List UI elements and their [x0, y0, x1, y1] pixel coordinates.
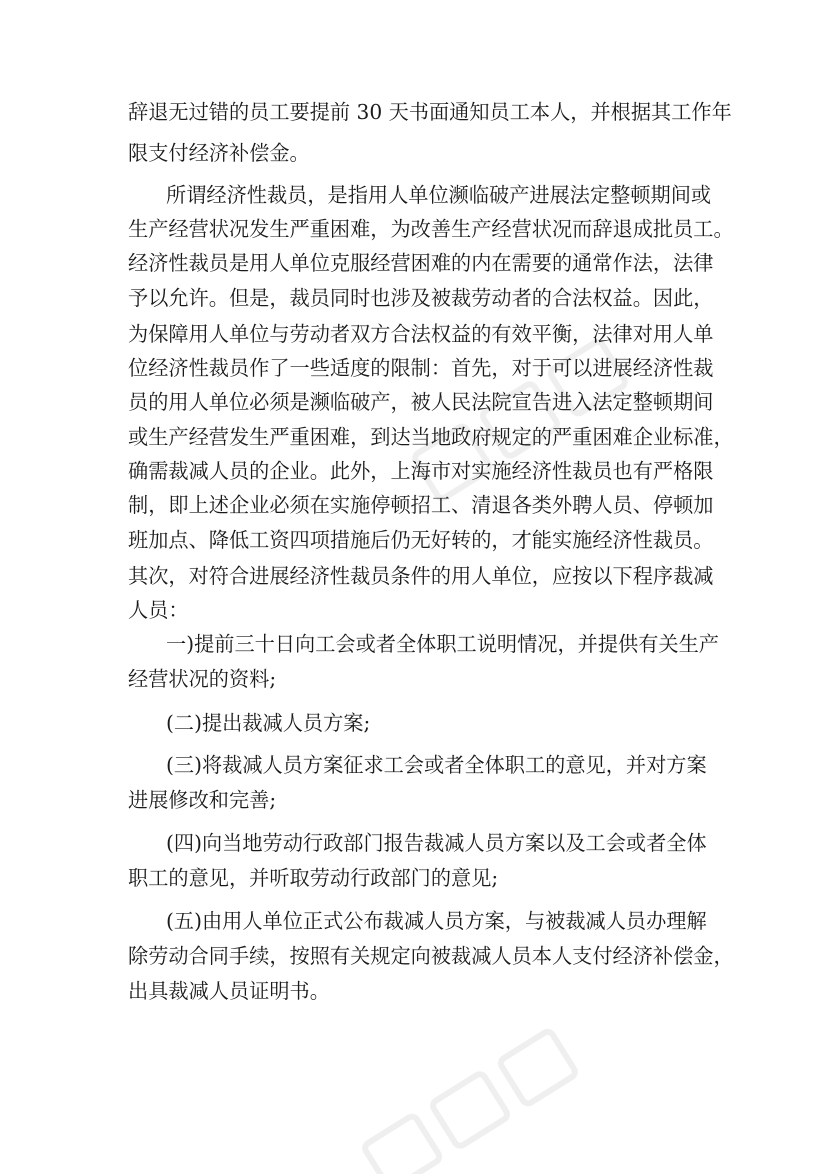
text-line: 予以允许。但是，裁员同时也涉及被裁劳动者的合法权益。因此， [128, 286, 714, 310]
text-line: 出具裁减人员证明书。 [128, 979, 330, 1003]
text-line: 或生产经营发生严重困难，到达当地政府规定的严重困难企业标准， [128, 425, 734, 449]
text-line: 经济性裁员是用人单位克服经营困难的内在需要的通常作法，法律 [128, 251, 714, 275]
text-line: 除劳动合同手续，按照有关规定向被裁减人员本人支付经济补偿金， [128, 944, 734, 968]
text-line: 为保障用人单位与劳动者双方合法权益的有效平衡，法律对用人单 [128, 322, 714, 346]
text-line: 确需裁减人员的企业。此外，上海市对实施经济性裁员也有严格限 [128, 459, 714, 483]
text-line: 一)提前三十日向工会或者全体职工说明情况，并提供有关生产 [166, 632, 719, 656]
text-line: 经营状况的资料; [128, 667, 277, 691]
text-line: 员的用人单位必须是濒临破产，被人民法院宣告进入法定整顿期间 [128, 390, 714, 414]
text-line: 位经济性裁员作了一些适度的限制：首先，对于可以进展经济性裁 [128, 356, 714, 380]
text-line: 限支付经济补偿金。 [128, 141, 310, 165]
text-line: 其次，对符合进展经济性裁员条件的用人单位，应按以下程序裁减 [128, 564, 714, 588]
text-line: (二)提出裁减人员方案; [166, 711, 371, 735]
text-line: 班加点、降低工资四项措施后仍无好转的，才能实施经济性裁员。 [128, 528, 714, 552]
text-line: (三)将裁减人员方案征求工会或者全体职工的意见，并对方案 [166, 753, 707, 777]
text-line: 生产经营状况发生严重困难，为改善生产经营状况而辞退成批员工。 [128, 217, 734, 241]
text-line: 进展修改和完善; [128, 788, 277, 812]
text-line: 所谓经济性裁员，是指用人单位濒临破产进展法定整顿期间或 [166, 183, 712, 207]
text-line: (四)向当地劳动行政部门报告裁减人员方案以及工会或者全体 [166, 831, 707, 855]
text-line: 辞退无过错的员工要提前 30 天书面通知员工本人，并根据其工作年 [128, 100, 732, 124]
text-line: 人员： [128, 598, 189, 622]
text-line: 职工的意见，并听取劳动行政部门的意见; [128, 866, 499, 890]
text-line: 制，即上述企业必须在实施停顿招工、清退各类外聘人员、停顿加 [128, 493, 714, 517]
text-line: (五)由用人单位正式公布裁减人员方案，与被裁减人员办理解 [166, 909, 707, 933]
